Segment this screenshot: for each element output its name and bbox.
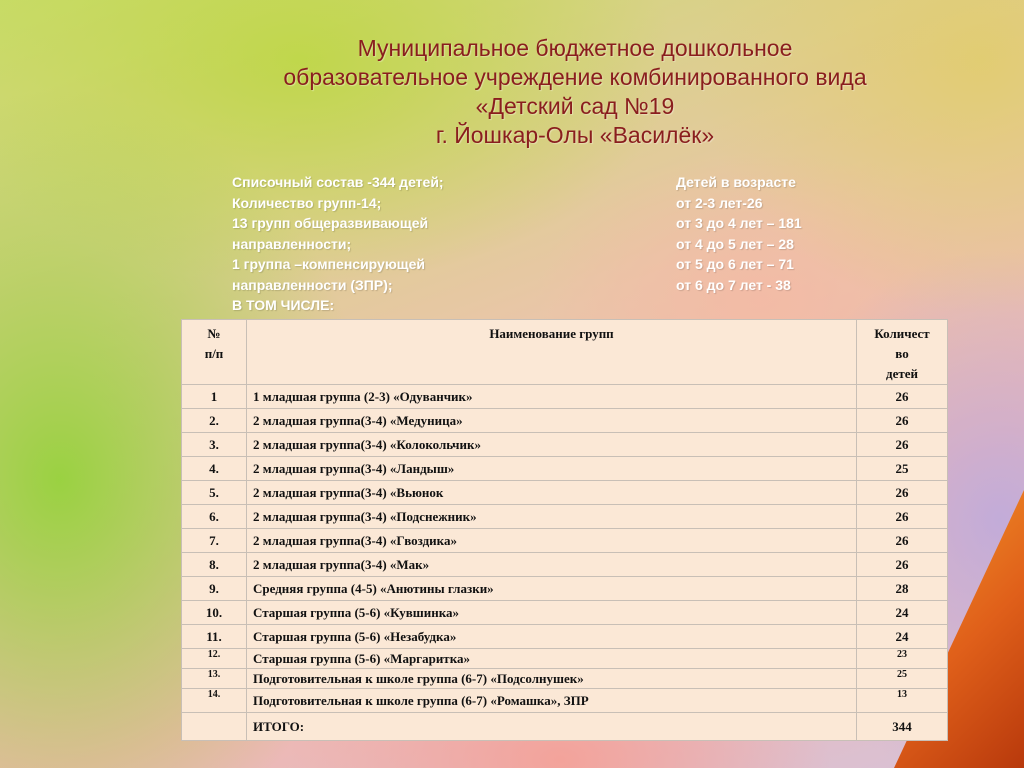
row-group-name: 2 младшая группа(3-4) «Мак» (247, 553, 857, 577)
groups-table (181, 319, 948, 741)
header-children-count: Количест во детей (857, 320, 948, 385)
row-number: 8. (182, 553, 247, 577)
row-group-name: Старшая группа (5-6) «Маргаритка» (247, 649, 857, 669)
age-line: от 5 до 6 лет – 71 (676, 256, 794, 272)
row-count: 26 (857, 385, 948, 409)
row-group-name: Подготовительная к школе группа (6-7) «Подсолнушек» (247, 669, 857, 689)
row-group-name: 2 младшая группа(3-4) «Гвоздика» (247, 529, 857, 553)
title-line: г. Йошкар-Олы «Василёк» (435, 122, 715, 148)
row-count: 24 (857, 625, 948, 649)
table-row (182, 649, 948, 669)
row-count: 25 (857, 669, 948, 689)
summary-line: В ТОМ ЧИСЛЕ: (232, 297, 335, 313)
age-line: от 3 до 4 лет – 181 (676, 215, 802, 231)
row-group-name: 2 младшая группа(3-4) «Подснежник» (247, 505, 857, 529)
summary-line: 1 группа –компенсирующей (232, 256, 425, 272)
total-count: 344 (857, 713, 948, 741)
row-number: 14. (182, 689, 247, 713)
row-count: 25 (857, 457, 948, 481)
table-row (182, 601, 948, 625)
row-count: 13 (857, 689, 948, 713)
row-count: 26 (857, 529, 948, 553)
row-number: 4. (182, 457, 247, 481)
age-breakdown (676, 172, 802, 295)
row-count: 28 (857, 577, 948, 601)
row-number: 13. (182, 669, 247, 689)
table-row (182, 577, 948, 601)
summary-line: Количество групп-14; (232, 194, 382, 211)
title-line: «Детский сад №19 (475, 93, 675, 119)
row-number: 7. (182, 529, 247, 553)
header-group-name: Наименование групп (247, 320, 857, 385)
summary-line: направленности; (232, 235, 352, 252)
table-row (182, 385, 948, 409)
row-number: 12. (182, 649, 247, 669)
row-group-name: Средняя группа (4-5) «Анютины глазки» (247, 577, 857, 601)
enrollment-summary (232, 172, 444, 316)
table-row (182, 457, 948, 481)
table-row (182, 409, 948, 433)
age-line: Детей в возрасте (676, 174, 796, 190)
row-count: 24 (857, 601, 948, 625)
row-count: 26 (857, 481, 948, 505)
age-line: от 6 до 7 лет - 38 (676, 276, 791, 293)
summary-line: 13 групп общеразвивающей (232, 215, 429, 231)
row-number: 10. (182, 601, 247, 625)
row-count: 26 (857, 553, 948, 577)
row-number: 3. (182, 433, 247, 457)
table-header-row (182, 320, 948, 385)
row-group-name: Подготовительная к школе группа (6-7) «Ромашка», ЗПР (247, 689, 857, 713)
row-count: 23 (857, 649, 948, 669)
row-group-name: 2 младшая группа(3-4) «Ландыш» (247, 457, 857, 481)
table-row (182, 669, 948, 689)
row-number: 11. (182, 625, 247, 649)
table-row (182, 625, 948, 649)
row-count: 26 (857, 433, 948, 457)
summary-line: Списочный состав -344 детей; (232, 174, 444, 190)
row-group-name: Старшая группа (5-6) «Незабудка» (247, 625, 857, 649)
row-group-name: 2 младшая группа(3-4) «Медуница» (247, 409, 857, 433)
title-line: Муниципальное бюджетное дошкольное (357, 35, 793, 61)
header-number: № п/п (182, 320, 247, 385)
total-number (182, 713, 247, 741)
table-row (182, 505, 948, 529)
row-count: 26 (857, 409, 948, 433)
row-number: 2. (182, 409, 247, 433)
row-group-name: 1 младшая группа (2-3) «Одуванчик» (247, 385, 857, 409)
row-group-name: Старшая группа (5-6) «Кувшинка» (247, 601, 857, 625)
age-line: от 2-3 лет-26 (676, 194, 763, 211)
table-row (182, 481, 948, 505)
summary-line: направленности (ЗПР); (232, 276, 393, 293)
table-row (182, 689, 948, 713)
row-count: 26 (857, 505, 948, 529)
row-number: 5. (182, 481, 247, 505)
page-title (180, 34, 970, 150)
table-row (182, 529, 948, 553)
title-line: образовательное учреждение комбинированного вида (283, 64, 867, 90)
row-number: 1 (182, 385, 247, 409)
row-number: 6. (182, 505, 247, 529)
total-label: ИТОГО: (247, 713, 857, 741)
row-number: 9. (182, 577, 247, 601)
table-total-row (182, 713, 948, 741)
row-group-name: 2 младшая группа(3-4) «Колокольчик» (247, 433, 857, 457)
table-row (182, 433, 948, 457)
age-line: от 4 до 5 лет – 28 (676, 235, 794, 252)
row-group-name: 2 младшая группа(3-4) «Вьюнок (247, 481, 857, 505)
table-row (182, 553, 948, 577)
